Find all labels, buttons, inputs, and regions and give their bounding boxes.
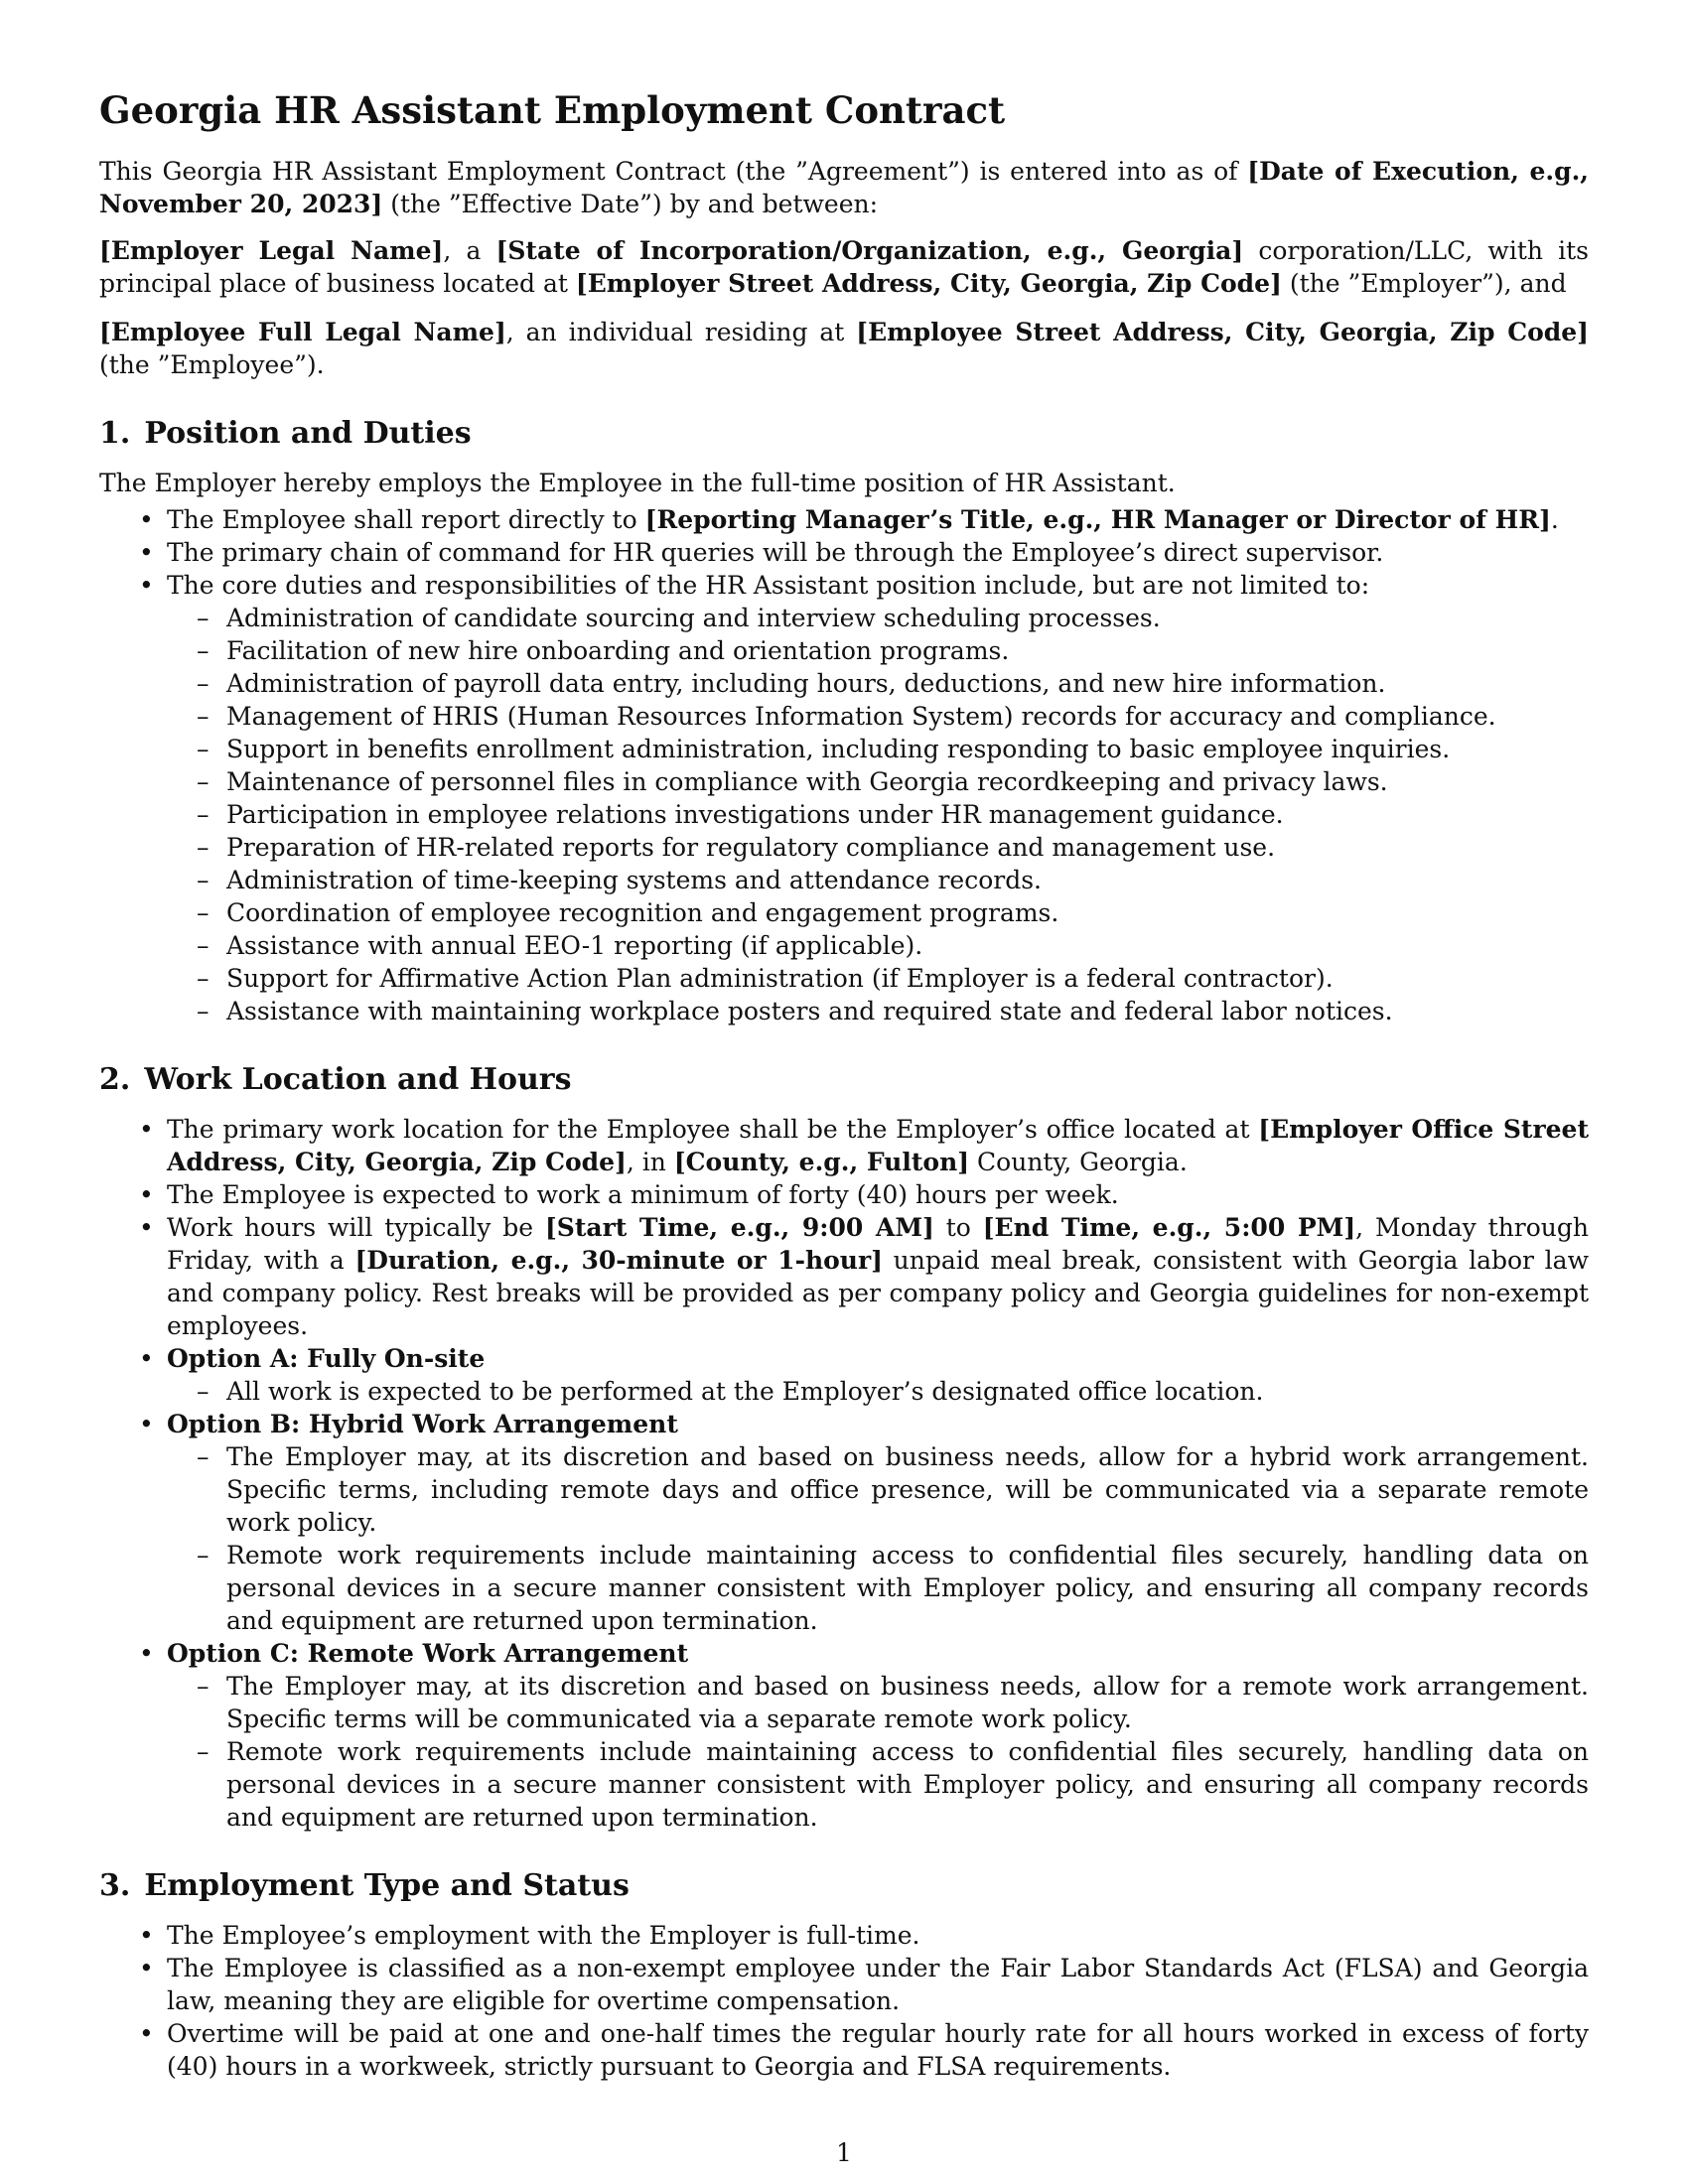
document-title: Georgia HR Assistant Employment Contract bbox=[99, 88, 1006, 132]
section2-list bbox=[99, 1113, 1589, 1834]
placeholder-employer-legal-name: [Employer Legal Name] bbox=[99, 236, 444, 265]
list-item: • The primary work location for the Employee shall be the Employer’s office located at [Employer Office Street Address, City, Georgia, Zip Code], in [County, e.g., Fulton] County, Georgia. bbox=[99, 1113, 1589, 1178]
duties-list bbox=[167, 602, 1589, 1027]
duty-item: – Support for Affirmative Action Plan administration (if Employer is a federal contractor). bbox=[167, 962, 1589, 995]
list-item: – All work is expected to be performed at the Employer’s designated office location. bbox=[167, 1375, 1589, 1408]
placeholder-employer-address: [Employer Street Address, City, Georgia, Zip Code] bbox=[575, 269, 1282, 298]
list-item: • The Employee shall report directly to [Reporting Manager’s Title, e.g., HR Manager or Director of HR]. bbox=[99, 503, 1589, 536]
duty-item: – Administration of payroll data entry, including hours, deductions, and new hire information. bbox=[167, 667, 1589, 700]
list-item: • Work hours will typically be [Start Time, e.g., 9:00 AM] to [End Time, e.g., 5:00 PM], Monday through Friday, with a [Duration, e.g., 30-minute or 1-hour] unpaid meal break, consistent with Georgia labor law and company policy. Rest breaks will be provided as per company policy and Georgia guidelines for non-exempt employees. bbox=[99, 1211, 1589, 1342]
placeholder-end-time: [End Time, e.g., 5:00 PM] bbox=[982, 1213, 1356, 1242]
option-a-label: Option A: Fully On-site bbox=[167, 1344, 486, 1373]
placeholder-reporting-manager: [Reporting Manager’s Title, e.g., HR Manager or Director of HR] bbox=[644, 505, 1551, 534]
duty-item: – Maintenance of personnel files in compliance with Georgia recordkeeping and privacy laws. bbox=[167, 765, 1589, 798]
list-item: – The Employer may, at its discretion and based on business needs, allow for a hybrid work arrangement. Specific terms, including remote days and office presence, will be communicated via a separate remote work policy. bbox=[167, 1440, 1589, 1539]
placeholder-employee-name: [Employee Full Legal Name] bbox=[99, 318, 506, 346]
section1-intro: The Employer hereby employs the Employee in the full-time position of HR Assistant. bbox=[99, 469, 1176, 497]
placeholder-state-of-incorporation: [State of Incorporation/Organization, e.g., Georgia] bbox=[495, 236, 1244, 265]
placeholder-start-time: [Start Time, e.g., 9:00 AM] bbox=[544, 1213, 934, 1242]
duty-item: – Participation in employee relations investigations under HR management guidance. bbox=[167, 798, 1589, 831]
list-item: – Remote work requirements include maintaining access to confidential files securely, handling data on personal devices in a secure manner consistent with Employer policy, and ensuring all company records and equipment are returned upon termination. bbox=[167, 1735, 1589, 1834]
list-item: • The primary chain of command for HR queries will be through the Employee’s direct supervisor. bbox=[99, 536, 1589, 569]
list-item: • The Employee’s employment with the Employer is full-time. bbox=[99, 1919, 1589, 1952]
duty-item: – Assistance with maintaining workplace posters and required state and federal labor notices. bbox=[167, 995, 1589, 1027]
list-item: • The Employee is classified as a non-exempt employee under the Fair Labor Standards Act (FLSA) and Georgia law, meaning they are eligible for overtime compensation. bbox=[99, 1952, 1589, 2017]
placeholder-break-duration: [Duration, e.g., 30-minute or 1-hour] bbox=[354, 1246, 883, 1275]
list-item: – Remote work requirements include maintaining access to confidential files securely, handling data on personal devices in a secure manner consistent with Employer policy, and ensuring all company records and equipment are returned upon termination. bbox=[167, 1539, 1589, 1637]
duty-item: – Facilitation of new hire onboarding and orientation programs. bbox=[167, 634, 1589, 667]
section-heading-position-duties: 1. Position and Duties bbox=[99, 416, 472, 451]
section-heading-work-location-hours: 2. Work Location and Hours bbox=[99, 1062, 572, 1097]
duty-item: – Support in benefits enrollment administration, including responding to basic employee inquiries. bbox=[167, 733, 1589, 765]
duty-item: – Management of HRIS (Human Resources Information System) records for accuracy and compliance. bbox=[167, 700, 1589, 733]
list-item: – The Employer may, at its discretion and based on business needs, allow for a remote work arrangement. Specific terms will be communicated via a separate remote work policy. bbox=[167, 1670, 1589, 1735]
intro-paragraph-employer: [Employer Legal Name], a [State of Incorporation/Organization, e.g., Georgia] corporation/LLC, with its principal place of business located at [Employer Street Address, City, Georgia, Zip Code] (the ”Employer”), and bbox=[99, 236, 1590, 298]
section3-list bbox=[99, 1919, 1589, 2083]
duty-item: – Administration of candidate sourcing and interview scheduling processes. bbox=[167, 602, 1589, 634]
section-heading-employment-type: 3. Employment Type and Status bbox=[99, 1868, 630, 1903]
option-c-label: Option C: Remote Work Arrangement bbox=[167, 1639, 689, 1668]
list-item: • The Employee is expected to work a minimum of forty (40) hours per week. bbox=[99, 1178, 1589, 1211]
duty-item: – Administration of time-keeping systems and attendance records. bbox=[167, 864, 1589, 896]
intro-paragraph-agreement: This Georgia HR Assistant Employment Contract (the ”Agreement”) is entered into as of [Date of Execution, e.g., November 20, 2023] (the ”Effective Date”) by and between: bbox=[99, 157, 1590, 218]
option-a bbox=[99, 1342, 1589, 1408]
placeholder-employee-address: [Employee Street Address, City, Georgia, Zip Code] bbox=[856, 318, 1589, 346]
option-b-label: Option B: Hybrid Work Arrangement bbox=[167, 1410, 678, 1438]
intro-paragraph-employee: [Employee Full Legal Name], an individual residing at [Employee Street Address, City, Georgia, Zip Code] (the ”Employee”). bbox=[99, 318, 1589, 379]
duty-item: – Coordination of employee recognition and engagement programs. bbox=[167, 896, 1589, 929]
duty-item: – Assistance with annual EEO-1 reporting (if applicable). bbox=[167, 929, 1589, 962]
placeholder-county: [County, e.g., Fulton] bbox=[673, 1148, 970, 1176]
option-b bbox=[99, 1408, 1589, 1637]
placeholder-office-address: [Employer Office Street Address, City, Georgia, Zip Code] bbox=[167, 1115, 1589, 1176]
page-number: 1 bbox=[836, 2138, 852, 2167]
list-item: • Overtime will be paid at one and one-half times the regular hourly rate for all hours worked in excess of forty (40) hours in a workweek, strictly pursuant to Georgia and FLSA requirements. bbox=[99, 2017, 1589, 2083]
list-item: • The core duties and responsibilities of the HR Assistant position include, but are not limited to: – Administration of candidate sourcing and interview scheduling processes. – Facilitation of new hire onboarding and orientation programs. – Administration of payroll data entry, including hours, deductions, and new hire information. – Management of HRIS (Human Resources Information System) records for accuracy and compliance. – Support in benefits enrollment administration, including responding to basic employee inquiries. – Maintenance of personnel files in compliance with Georgia recordkeeping and privacy laws. – Participation in employee relations investigations under HR management guidance. – Preparation of HR-related reports for regulatory compliance and management use. – Administration of time-keeping systems and attendance records. – Coordination of employee recognition and engagement programs. – Assistance with annual EEO-1 reporting (if applicable). – Support for Affirmative Action Plan administration (if Employer is a federal contractor). – Assistance with maintaining workplace posters and required state and federal labor notices. bbox=[99, 569, 1589, 1027]
document-page bbox=[99, 87, 1589, 2083]
placeholder-date-of-execution: [Date of Execution, e.g., November 20, 2023] bbox=[99, 157, 1590, 218]
option-c bbox=[99, 1637, 1589, 1834]
section1-list bbox=[99, 503, 1589, 1027]
duty-item: – Preparation of HR-related reports for regulatory compliance and management use. bbox=[167, 831, 1589, 864]
